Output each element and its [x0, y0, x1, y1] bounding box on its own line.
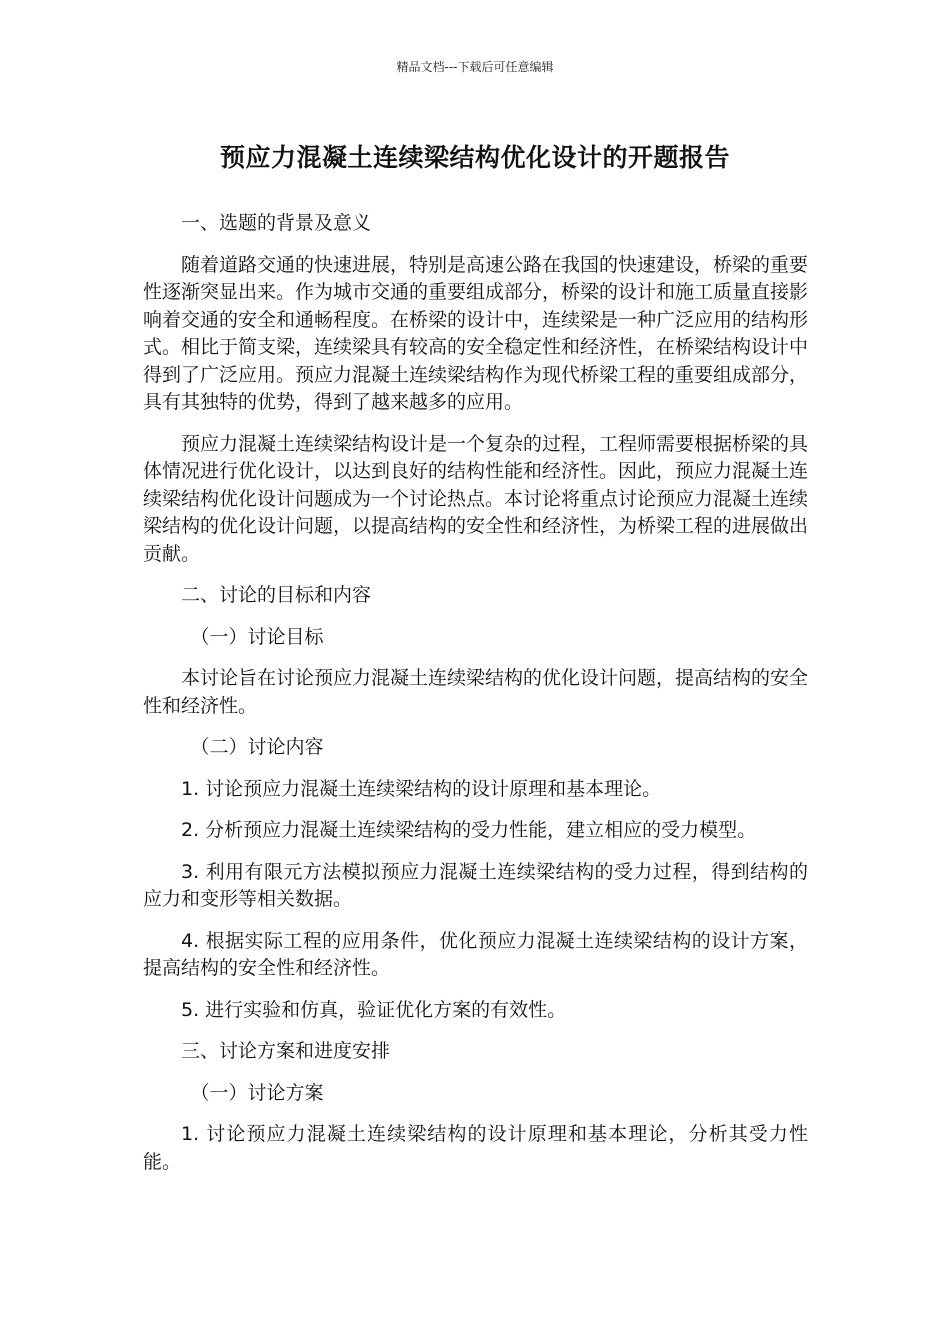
document-body: [143, 210, 808, 1190]
section-2-heading: 二、讨论的目标和内容: [181, 584, 372, 606]
section-2-list-item-2: 2. 分析预应力混凝土连续梁结构的受力性能，建立相应的受力模型。: [181, 819, 757, 841]
section-1-heading: 一、选题的背景及意义: [181, 212, 372, 234]
section-3-list-item-1: 1. 讨论预应力混凝土连续梁结构的设计原理和基本理论，分析其受力性能。: [143, 1123, 808, 1173]
section-3-subheading-plan: （一）讨论方案: [190, 1081, 324, 1104]
section-2-list-item-5: 5. 进行实验和仿真，验证优化方案的有效性。: [181, 998, 567, 1021]
section-2-list-item-4: 4. 根据实际工程的应用条件，优化预应力混凝土连续梁结构的设计方案，提高结构的安全性和经济性。: [143, 929, 808, 979]
section-2-list-item-3: 3. 利用有限元方法模拟预应力混凝土连续梁结构的受力过程，得到结构的应力和变形等相关数据。: [143, 860, 808, 910]
section-2-subheading-goals: （一）讨论目标: [190, 625, 324, 648]
section-1-paragraph-2: 预应力混凝土连续梁结构设计是一个复杂的过程，工程师需要根据桥梁的具体情况进行优化设计，以达到良好的结构性能和经济性。因此，预应力混凝土连续梁结构优化设计问题成为一个讨论热点。本讨论将重点讨论预应力混凝土连续梁结构的优化设计问题，以提高结构的安全性和经济性，为桥梁工程的进展做出贡献。: [143, 432, 809, 565]
page-header-note: 精品文档---下载后可任意编辑: [396, 60, 554, 74]
document-title: 预应力混凝土连续梁结构优化设计的开题报告: [219, 143, 730, 172]
section-2-list-item-1: 1. 讨论预应力混凝土连续梁结构的设计原理和基本理论。: [181, 777, 662, 800]
section-1-paragraph-1: 随着道路交通的快速进展，特别是高速公路在我国的快速建设，桥梁的重要性逐渐突显出来。作为城市交通的重要组成部分，桥梁的设计和施工质量直接影响着交通的安全和通畅程度。在桥梁的设计中，连续梁是一种广泛应用的结构形式。相比于简支梁，连续梁具有较高的安全稳定性和经济性，在桥梁结构设计中得到了广泛应用。预应力混凝土连续梁结构作为现代桥梁工程的重要组成部分，具有其独特的优势，得到了越来越多的应用。: [143, 253, 809, 413]
section-2-goal-paragraph: 本讨论旨在讨论预应力混凝土连续梁结构的优化设计问题，提高结构的安全性和经济性。: [143, 667, 809, 717]
section-2-subheading-content: （二）讨论内容: [190, 736, 324, 758]
section-3-heading: 三、讨论方案和进度安排: [181, 1040, 391, 1062]
